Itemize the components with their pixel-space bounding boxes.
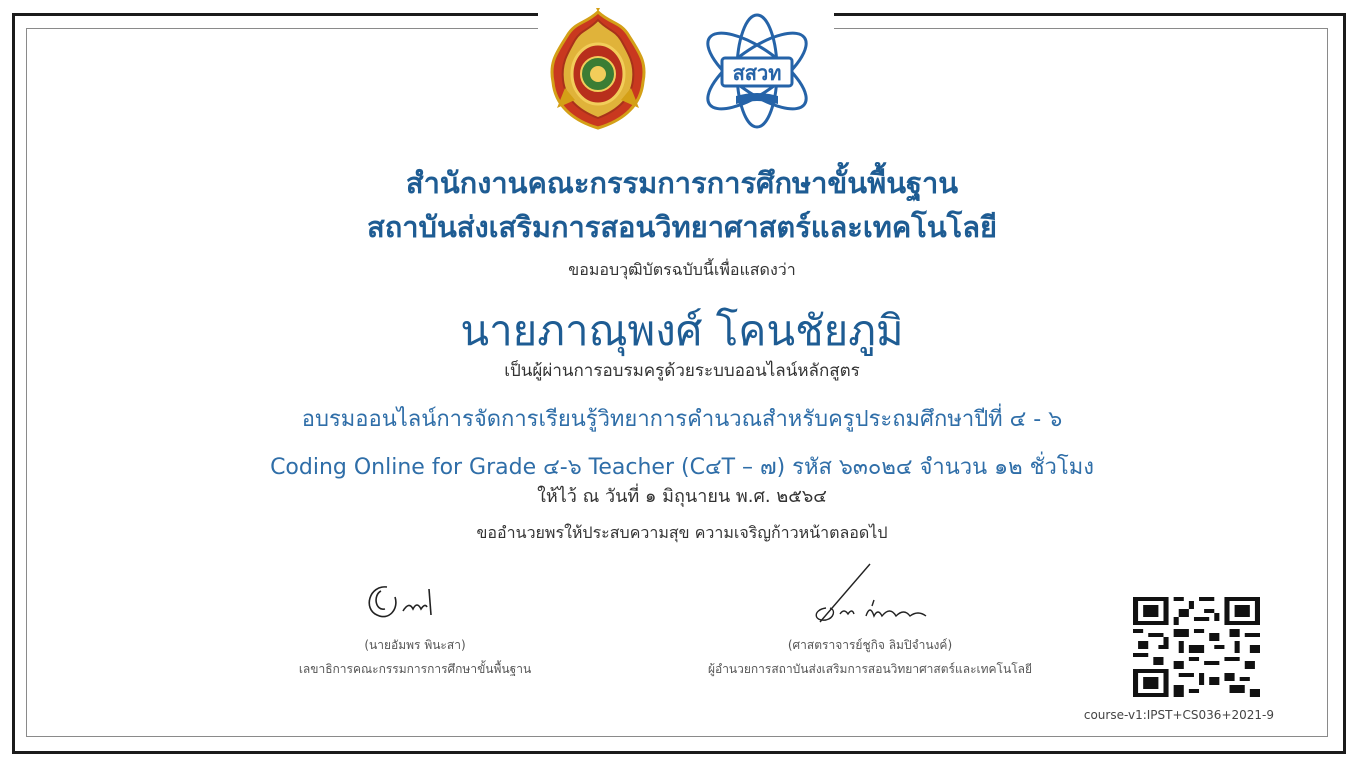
course-code-line: Coding Online for Grade ๔-๖ Teacher (C๔T – ๗) รหัส ๖๓๐๒๔ จำนวน ๑๒ ชั่วโมง — [270, 455, 1094, 480]
org-name-obec: สำนักงานคณะกรรมการการศึกษาขั้นพื้นฐาน — [405, 166, 959, 200]
signatory-1-position: เลขาธิการคณะกรรมการการศึกษาขั้นพื้นฐาน — [298, 662, 532, 676]
org-name-ipst: สถาบันส่งเสริมการสอนวิทยาศาสตร์และเทคโนโลยี — [367, 210, 997, 244]
issue-date: ให้ไว้ ณ วันที่ ๑ มิถุนายน พ.ศ. ๒๕๖๔ — [537, 486, 827, 507]
ipst-emblem-icon — [692, 10, 822, 132]
signatory-2-name: (ศาสตราจารย์ชูกิจ ลิมปิจำนงค์) — [787, 638, 953, 652]
signature-1-image — [355, 575, 455, 625]
signature-2-image — [800, 560, 960, 626]
intro-text: ขอมอบวุฒิบัตรฉบับนี้เพื่อแสดงว่า — [568, 260, 796, 279]
passed-text: เป็นผู้ผ่านการอบรมครูด้วยระบบออนไลน์หลักสูตร — [504, 361, 860, 381]
obec-emblem-icon — [545, 8, 651, 132]
recipient-name: นายภาณุพงศ์ โคนชัยภูมิ — [460, 306, 904, 355]
signatory-2-position: ผู้อำนวยการสถาบันส่งเสริมการสอนวิทยาศาสตร์และเทคโนโลยี — [707, 662, 1033, 676]
blessing-text: ขออำนวยพรให้ประสบความสุข ความเจริญก้าวหน้าตลอดไป — [476, 523, 888, 542]
qr-code-icon — [1133, 597, 1260, 697]
ipst-logo-text: สสวท — [732, 61, 782, 85]
signatory-1-name: (นายอัมพร พินะสา) — [364, 638, 466, 652]
course-id: course-v1:IPST+CS036+2021-9 — [1083, 708, 1274, 722]
course-title: อบรมออนไลน์การจัดการเรียนรู้วิทยาการคำนวณสำหรับครูประถมศึกษาปีที่ ๔ - ๖ — [301, 407, 1063, 432]
